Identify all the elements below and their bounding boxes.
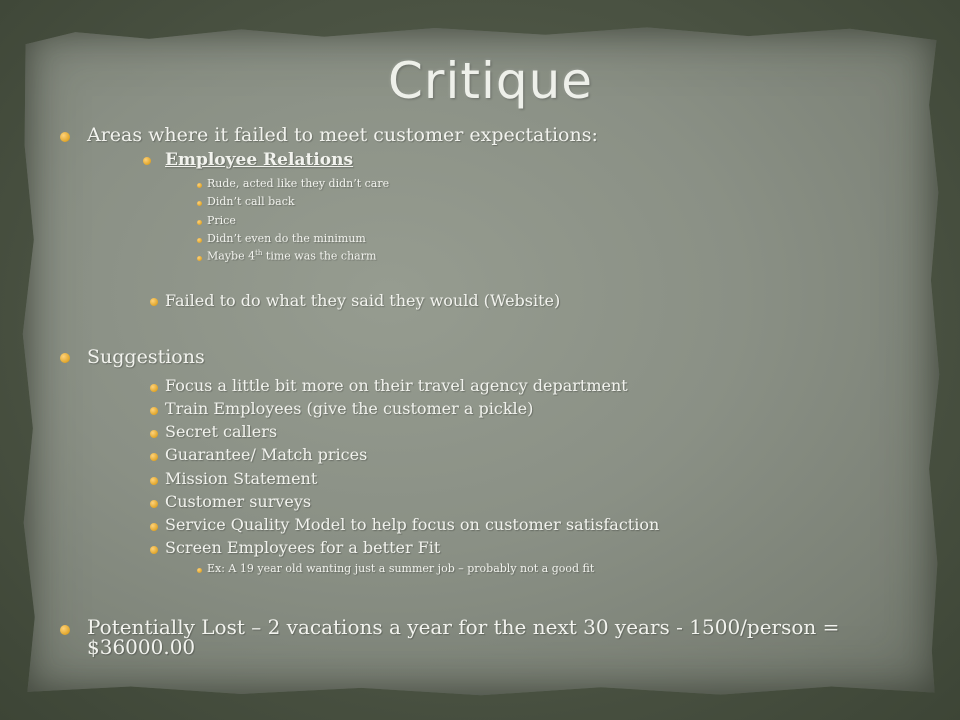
list-item: Rude, acted like they didn’t care [207, 177, 390, 190]
example-item: Ex: A 19 year old wanting just a summer job – probably not a good fit [207, 562, 595, 575]
bullet-icon [150, 384, 158, 392]
bullet-icon [143, 157, 151, 165]
bullet-icon [150, 298, 158, 306]
list-item: Screen Employees for a better Fit [165, 538, 441, 557]
bullet-icon [197, 183, 202, 188]
bullet-icon [60, 625, 70, 635]
bullet-icon [197, 201, 202, 206]
bullet-icon [150, 523, 158, 531]
bullet-icon [150, 546, 158, 554]
bullet-icon [197, 256, 202, 261]
list-item: Service Quality Model to help focus on customer satisfaction [165, 515, 660, 534]
bullet-icon [150, 407, 158, 415]
bullet-icon [60, 353, 70, 363]
bullet-icon [197, 238, 202, 243]
bullet-icon [60, 132, 70, 142]
potential-loss-item: Potentially Lost – 2 vacations a year for the next 30 years - 1500/person = $36000.00 [87, 615, 840, 659]
list-item: Focus a little bit more on their travel agency department [165, 376, 628, 395]
list-item: Mission Statement [165, 469, 318, 488]
failed-promise-item: Failed to do what they said they would (Website) [165, 291, 561, 310]
bullet-icon [150, 477, 158, 485]
list-item: Didn’t even do the minimum [207, 232, 366, 245]
suggestions-heading: Suggestions [87, 346, 205, 368]
list-item: Customer surveys [165, 492, 312, 511]
list-item: Guarantee/ Match prices [165, 445, 368, 464]
bullet-icon [197, 568, 202, 573]
employee-relations-heading: Employee Relations [165, 150, 354, 170]
bullet-icon [150, 500, 158, 508]
list-item: Didn’t call back [207, 195, 295, 208]
bullet-icon [150, 453, 158, 461]
failures-heading: Areas where it failed to meet customer expectations: [87, 124, 598, 146]
list-item: Secret callers [165, 422, 278, 441]
list-item-charm: Maybe 4th time was the charm [207, 249, 377, 263]
bullet-icon [150, 430, 158, 438]
slide-title: Critique [388, 52, 594, 110]
bullet-icon [197, 220, 202, 225]
list-item: Price [207, 214, 236, 227]
list-item: Train Employees (give the customer a pickle) [165, 399, 534, 418]
